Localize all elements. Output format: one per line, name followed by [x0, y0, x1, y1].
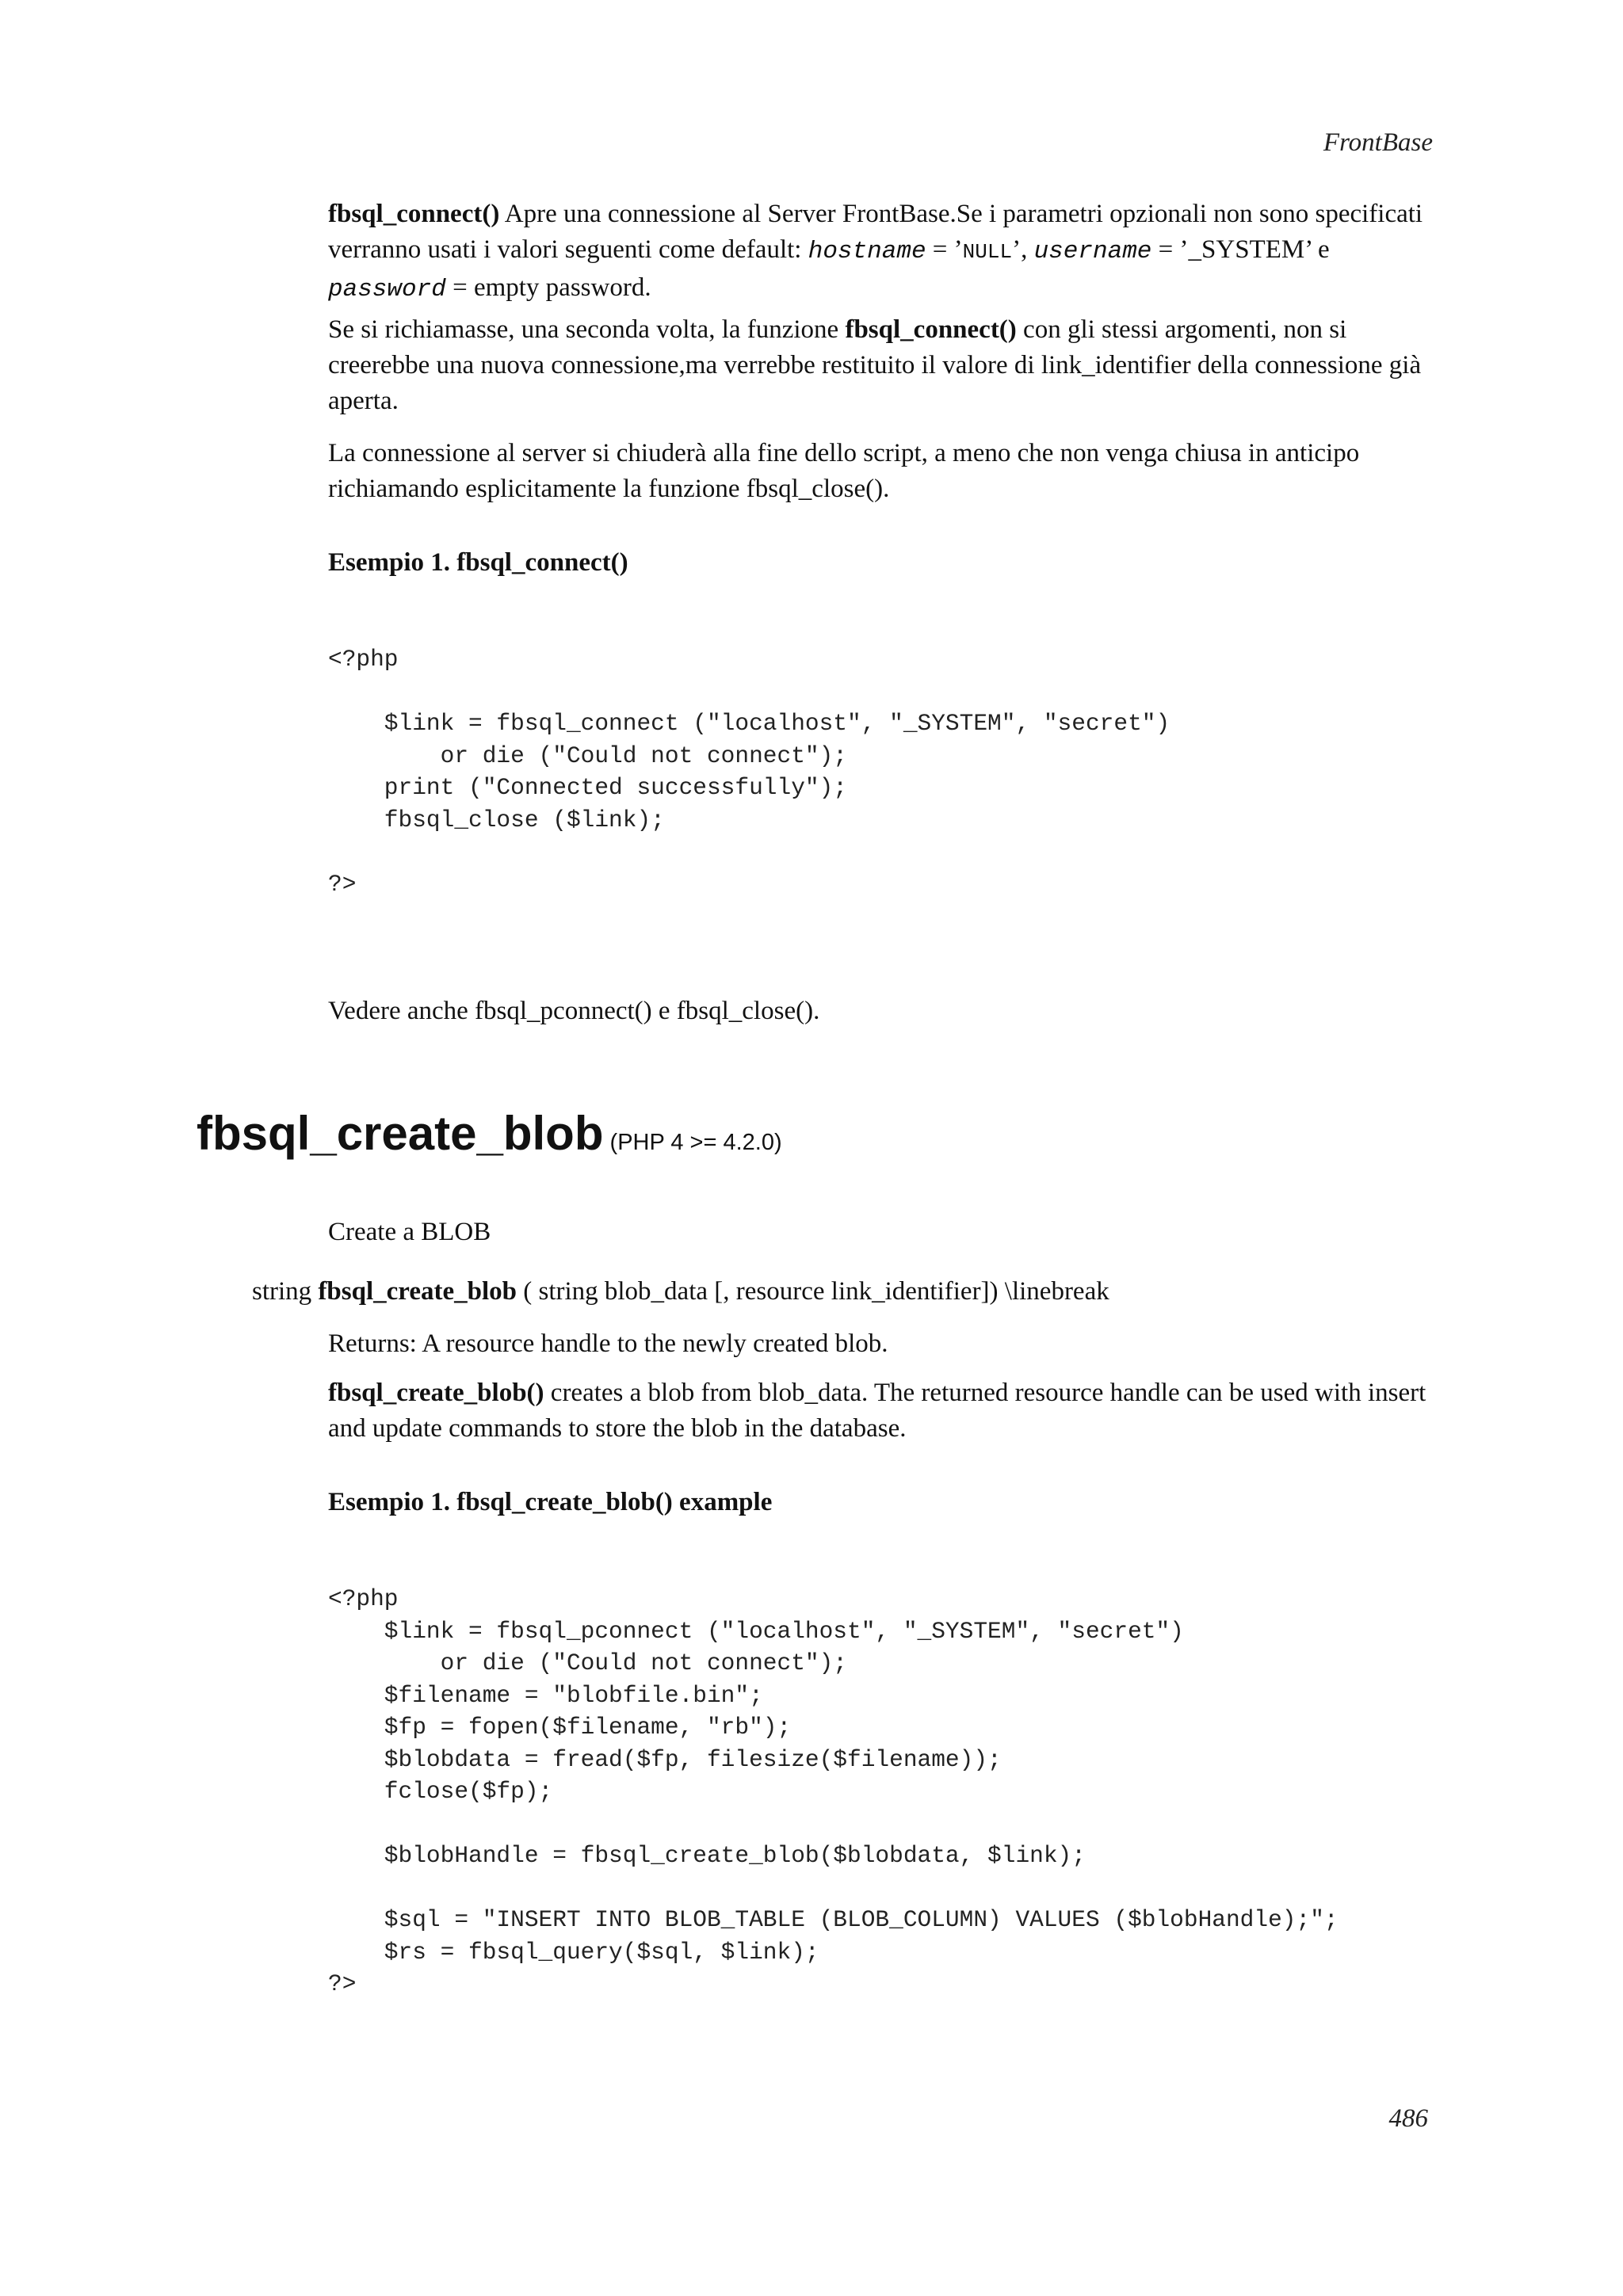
function-synopsis	[252, 1277, 1109, 1306]
blob-example-code: <?php $link = fbsql_pconnect ("localhost", "_SYSTEM", "secret") or die ("Could not connect"); $filename = "blobfile.bin"; $fp = fopen($filename, "rb"); $blobdata = fread($fp, filesize($filename)); fclose($fp); $blobHandle = fbsql_create_blob($blobdata, $link); $sql = "INSERT INTO BLOB_TABLE (BLOB_COLUMN) VALUES ($blobHandle);"; $rs = fbsql_query($sql, $link); ?>	[328, 1585, 1338, 1997]
connect-reuse-paragraph	[328, 312, 1438, 419]
synopsis-args: ( string blob_data [, resource link_identifier]) \linebreak	[516, 1277, 1109, 1306]
param-password: password	[328, 276, 446, 303]
blob-example-title: Esempio 1. fbsql_create_blob() example	[328, 1488, 773, 1516]
running-header: FrontBase	[1323, 128, 1433, 157]
synopsis-func-name: fbsql_create_blob	[318, 1277, 517, 1306]
value-null: NULL	[962, 240, 1013, 264]
connect-intro-eq2: = ’_SYSTEM’ e	[1151, 235, 1330, 264]
param-username: username	[1033, 238, 1152, 265]
blob-returns: Returns: A resource handle to the newly created blob.	[328, 1329, 888, 1358]
connect-see-also: Vedere anche fbsql_pconnect() e fbsql_close().	[328, 997, 820, 1025]
connect-intro-text: Apre una connessione al Server FrontBase.Se i parametri opzionali non sono specificati verranno usati i valori seguenti come default:	[328, 200, 1423, 264]
connect-reuse-func: fbsql_connect()	[845, 315, 1017, 344]
section-heading	[197, 1106, 782, 1161]
blob-purpose: Create a BLOB	[328, 1218, 491, 1246]
connect-reuse-text2: con gli stessi argomenti, non si creerebbe una nuova connessione,ma verrebbe restituito il valore di link_identifier della connessione già aperta.	[328, 315, 1422, 415]
connect-close-paragraph: La connessione al server si chiuderà alla fine dello script, a meno che non venga chiusa in anticipo richiamando esplicitamente la funzione fbsql_close().	[328, 439, 1360, 503]
param-hostname: hostname	[808, 238, 926, 265]
connect-intro-tail: = empty password.	[445, 273, 651, 302]
blob-description-text: creates a blob from blob_data. The returned resource handle can be used with insert and update commands to store the blob in the database.	[328, 1379, 1426, 1443]
page-number: 486	[1388, 2104, 1428, 2133]
connect-example-title: Esempio 1. fbsql_connect()	[328, 548, 628, 577]
section-heading-name: fbsql_create_blob	[197, 1107, 604, 1160]
synopsis-return-type: string	[252, 1277, 319, 1306]
connect-func-name: fbsql_connect()	[328, 200, 500, 228]
blob-description-func: fbsql_create_blob()	[328, 1379, 544, 1407]
connect-example-code: <?php $link = fbsql_connect ("localhost", "_SYSTEM", "secret") or die ("Could not connect"); print ("Connected successfully"); fbsql_close ($link); ?>	[328, 646, 1170, 898]
blob-description	[328, 1375, 1438, 1447]
connect-intro-eq1: = ’	[926, 235, 963, 264]
connect-reuse-text1: Se si richiamasse, una seconda volta, la funzione	[328, 315, 846, 344]
section-heading-version: (PHP 4 >= 4.2.0)	[603, 1130, 782, 1155]
connect-intro-sep1: ’,	[1012, 235, 1034, 264]
connect-intro-paragraph	[328, 196, 1438, 307]
